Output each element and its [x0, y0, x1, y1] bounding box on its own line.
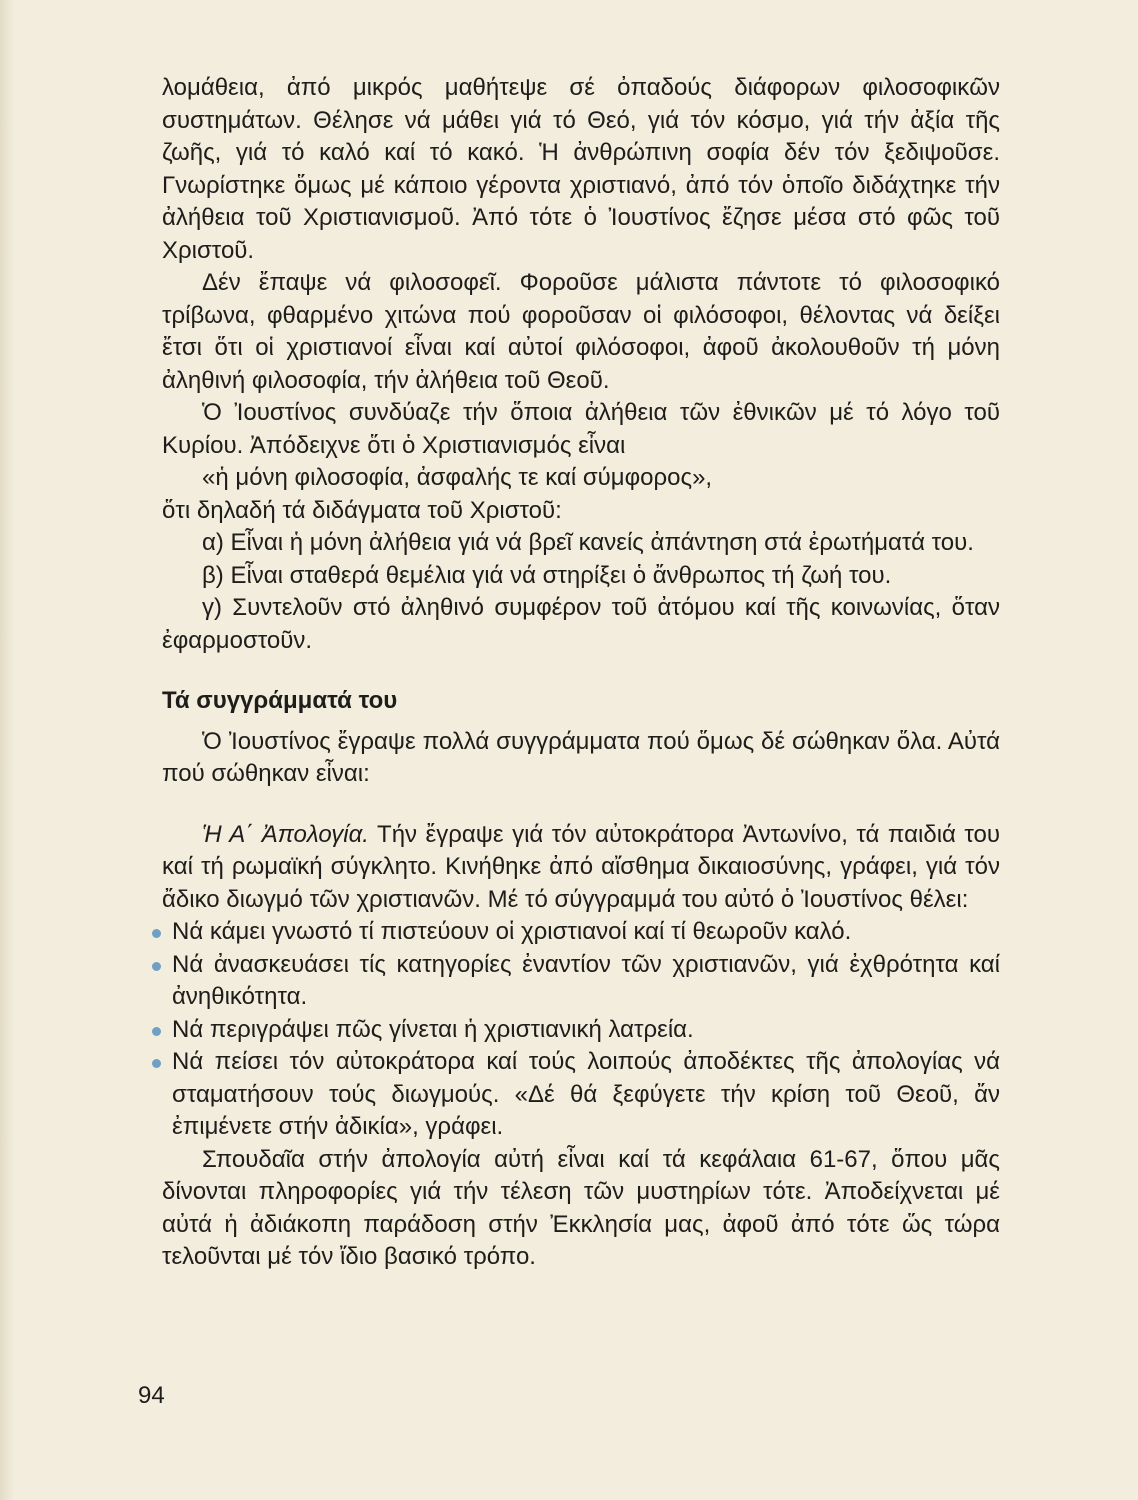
page-number: 94	[138, 1382, 165, 1409]
list-item-c: γ) Συντελοῦν στό ἀληθινό συμφέρον τοῦ ἀτόμου καί τῆς κοινωνίας, ὅταν ἐφαρμοστοῦν.	[162, 594, 1000, 654]
text-body	[162, 72, 1000, 1274]
intro-paragraph: λομάθεια, ἀπό μικρός μαθήτεψε σέ ὀπαδούς διάφορων φιλοσοφικῶν συστημάτων. Θέλησε νά μάθει γιά τό Θεό, γιά τόν κόσμο, γιά τήν ἀξία τῆς ζωῆς, γιά τό καλό καί τό κακό. Ἡ ἀνθρώπινη σοφία δέν τόν ξεδιψοῦσε. Γνωρίστηκε ὅμως μέ κάποιο γέροντα χριστιανό, ἀπό τόν ὁποῖο διδάχτηκε τήν ἀλήθεια τοῦ Χριστιανισμοῦ. Ἀπό τότε ὁ Ἰουστίνος ἔζησε μέσα στό φῶς τοῦ Χριστοῦ.	[162, 74, 1000, 264]
combined-paragraph: Ὁ Ἰουστίνος συνδύαζε τήν ὅποια ἀλήθεια τῶν ἐθνικῶν μέ τό λόγο τοῦ Κυρίου. Ἀπόδειχνε ὅτι ὁ Χριστιανισμός εἶναι	[162, 399, 1000, 459]
list-item: Νά πείσει τόν αὐτοκράτορα καί τούς λοιπούς ἀποδέκτες τῆς ἀπολογίας νά σταματήσουν τούς διωγμούς. «Δέ θά ξεφύγετε τήν κρίση τοῦ Θεοῦ, ἄν ἐπιμένετε στήν ἀδικία», γράφει.	[162, 1046, 1000, 1144]
quote-followup: ὅτι δηλαδή τά διδάγματα τοῦ Χριστοῦ:	[162, 496, 562, 524]
apology-title: Ἡ Α΄ Ἀπολογία.	[202, 820, 369, 848]
philosophy-paragraph: Δέν ἔπαψε νά φιλοσοφεῖ. Φοροῦσε μάλιστα πάντοτε τό φιλοσοφικό τρίβωνα, φθαρμένο χιτώνα πού φοροῦσαν οἱ φιλόσοφοι, θέλοντας νά δείξει ἔτσι ὅτι οἱ χριστιανοί εἶναι καί αὐτοί φιλόσοφοι, ἀφοῦ ἀκολουθοῦν τή μόνη ἀληθινή φιλοσοφία, τήν ἀλήθεια τοῦ Θεοῦ.	[162, 269, 1000, 394]
bullet-dot-icon	[152, 962, 161, 971]
apology-goals-list	[162, 916, 1000, 1144]
bullet-dot-icon	[152, 1059, 161, 1068]
list-item-a: α) Εἶναι ἡ μόνη ἀλήθεια γιά νά βρεῖ κανείς ἀπάντηση στά ἐρωτήματά του.	[202, 529, 974, 556]
list-item: Νά κάμει γνωστό τί πιστεύουν οἱ χριστιανοί καί τί θεωροῦν καλό.	[162, 916, 1000, 949]
list-item-b: β) Εἶναι σταθερά θεμέλια γιά νά στηρίξει ὁ ἄνθρωπος τή ζωή του.	[202, 561, 892, 589]
list-item: Νά ἀνασκευάσει τίς κατηγορίες ἐναντίον τῶν χριστιανῶν, γιά ἐχθρότητα καί ἀνηθικότητα.	[162, 949, 1000, 1014]
quote-line: «ἡ μόνη φιλοσοφία, ἀσφαλής τε καί σύμφορος»,	[202, 464, 713, 491]
closing-paragraph: Σπουδαῖα στήν ἀπολογία αὐτή εἶναι καί τά κεφάλαια 61-67, ὅπου μᾶς δίνονται πληροφορίες γιά τήν τέλεση τῶν μυστηρίων τότε. Ἀποδείχνεται μέ αὐτά ἡ ἀδιάκοπη παράδοση στήν Ἐκκλησία μας, ἀφοῦ ἀπό τότε ὥς τώρα τελοῦνται μέ τόν ἴδιο βασικό τρόπο.	[162, 1145, 1000, 1270]
section-heading: Τά συγγράμματά του	[162, 687, 398, 714]
bullet-dot-icon	[152, 1027, 161, 1036]
bullet-dot-icon	[152, 929, 161, 938]
apology-text: Τήν ἔγραψε γιά τόν αὐτοκράτορα Ἀντωνίνο, τά παιδιά του καί τή ρωμαϊκή σύγκλητο. Κινήθηκε ἀπό αἴσθημα δικαιοσύνης, γράφει, γιά τόν ἄδικο διωγμό τῶν χριστιανῶν. Μέ τό σύγγραμμά του αὐτό ὁ Ἰουστίνος θέλει:	[162, 820, 1001, 913]
apology-paragraph	[162, 819, 1000, 917]
writings-intro: Ὁ Ἰουστίνος ἔγραψε πολλά συγγράμματα πού ὅμως δέ σώθηκαν ὅλα. Αὐτά πού σώθηκαν εἶναι:	[162, 727, 1000, 787]
list-item: Νά περιγράψει πῶς γίνεται ἡ χριστιανική λατρεία.	[162, 1014, 1000, 1047]
page-edge-shadow	[0, 0, 14, 1500]
